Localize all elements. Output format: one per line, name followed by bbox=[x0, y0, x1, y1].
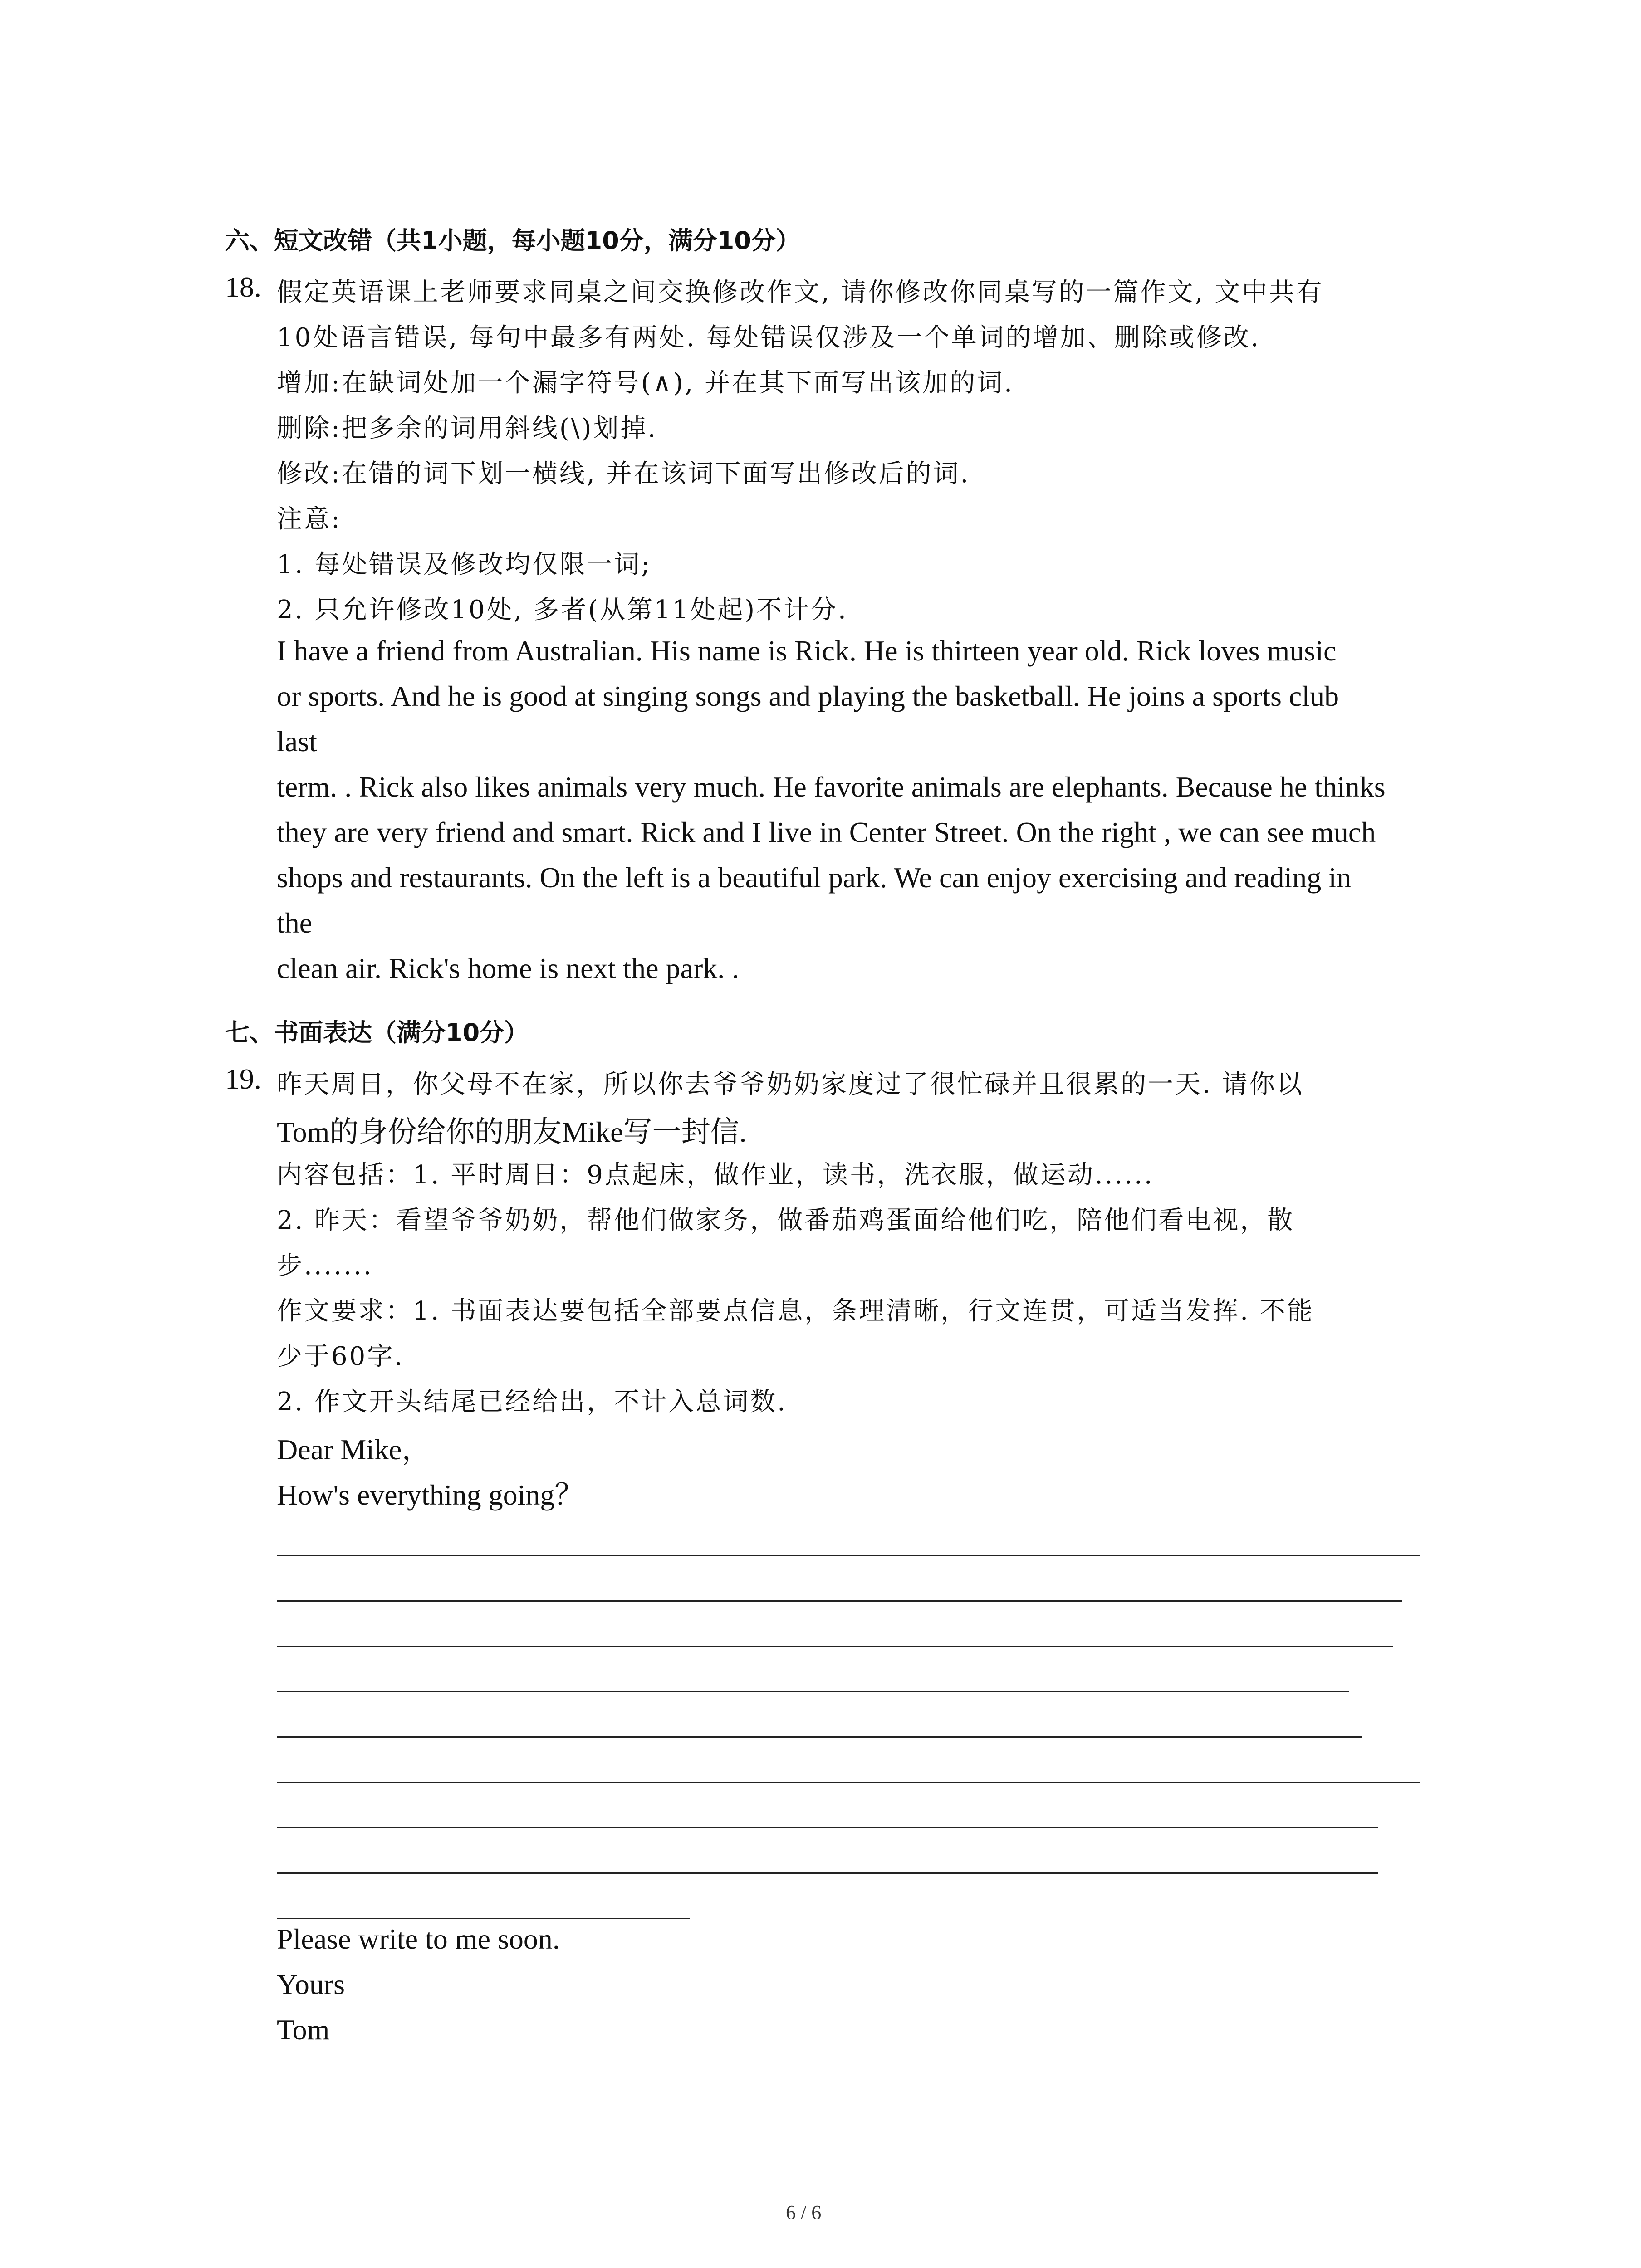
note-label: 注意: bbox=[277, 504, 342, 534]
passage-line: I have a friend from Australian. His name is Rick. He is thirteen year old. Rick loves music bbox=[277, 635, 1337, 667]
answer-line[interactable] bbox=[277, 1827, 1378, 1828]
passage-line: or sports. And he is good at singing songs and playing the basketball. He joins a sports club bbox=[277, 680, 1339, 712]
question-18-intro-line2: 10处语言错误, 每句中最多有两处. 每处错误仅涉及一个单词的增加、删除或修改. bbox=[277, 323, 1261, 352]
content-point-1: 内容包括：1. 平时周日：9点起床，做作业，读书，洗衣服，做运动...... bbox=[277, 1160, 1154, 1190]
content-point-2-line1: 2. 昨天：看望爷爷奶奶，帮他们做家务，做番茄鸡蛋面给他们吃，陪他们看电视，散 bbox=[277, 1206, 1295, 1235]
requirement-2: 2. 作文开头结尾已经给出，不计入总词数. bbox=[277, 1387, 788, 1417]
passage-line: they are very friend and smart. Rick and I live in Center Street. On the right , we can see much bbox=[277, 816, 1376, 848]
passage-line: last bbox=[277, 725, 317, 758]
passage-line: shops and restaurants. On the left is a beautiful park. We can enjoy exercising and reading in bbox=[277, 861, 1352, 894]
passage-line: the bbox=[277, 907, 313, 939]
requirement-1-line1: 作文要求：1. 书面表达要包括全部要点信息，条理清晰，行文连贯，可适当发挥. 不能 bbox=[277, 1296, 1314, 1326]
passage-line: clean air. Rick's home is next the park. . bbox=[277, 952, 740, 984]
answer-line[interactable] bbox=[277, 1872, 1378, 1874]
answer-line[interactable] bbox=[277, 1782, 1420, 1783]
answer-line[interactable] bbox=[277, 1736, 1362, 1738]
question-19-intro-line2: Tom的身份给你的朋友Mike写一封信. bbox=[277, 1116, 747, 1148]
instruction-add: 增加:在缺词处加一个漏字符号(∧), 并在其下面写出该加的词. bbox=[277, 368, 1014, 398]
content-point-2-line2: 步....... bbox=[277, 1251, 373, 1281]
question-18-number: 18. bbox=[225, 271, 261, 303]
letter-closing: Please write to me soon. bbox=[277, 1923, 560, 1955]
question-19-number: 19. bbox=[225, 1063, 261, 1095]
answer-line[interactable] bbox=[277, 1600, 1402, 1602]
answer-line[interactable] bbox=[277, 1691, 1349, 1692]
passage-line: term. . Rick also likes animals very much. He favorite animals are elephants. Because he thinks bbox=[277, 771, 1386, 803]
note-1: 1. 每处错误及修改均仅限一词; bbox=[277, 550, 652, 579]
instruction-modify: 修改:在错的词下划一横线, 并在该词下面写出修改后的词. bbox=[277, 459, 970, 489]
section6-heading: 六、短文改错（共1小题，每小题10分，满分10分） bbox=[225, 226, 800, 255]
question-19-intro-line1: 昨天周日，你父母不在家，所以你去爷爷奶奶家度过了很忙碌并且很累的一天. 请你以 bbox=[277, 1070, 1304, 1099]
answer-line[interactable] bbox=[277, 1918, 690, 1919]
answer-line[interactable] bbox=[277, 1555, 1420, 1556]
letter-signoff: Yours bbox=[277, 1968, 345, 2000]
note-2: 2. 只允许修改10处, 多者(从第11处起)不计分. bbox=[277, 595, 848, 625]
letter-greeting: Dear Mike， bbox=[277, 1433, 431, 1466]
letter-signature: Tom bbox=[277, 2014, 330, 2046]
answer-line[interactable] bbox=[277, 1646, 1393, 1647]
question-18-intro-line1: 假定英语课上老师要求同桌之间交换修改作文, 请你修改你同桌写的一篇作文, 文中共有 bbox=[277, 278, 1324, 307]
requirement-1-line2: 少于60字. bbox=[277, 1342, 405, 1371]
page-number: 6 / 6 bbox=[786, 2201, 822, 2224]
section7-heading: 七、书面表达（满分10分） bbox=[225, 1018, 529, 1047]
letter-opening: How's everything going？ bbox=[277, 1479, 584, 1511]
instruction-delete: 删除:把多余的词用斜线(\)划掉. bbox=[277, 414, 658, 443]
